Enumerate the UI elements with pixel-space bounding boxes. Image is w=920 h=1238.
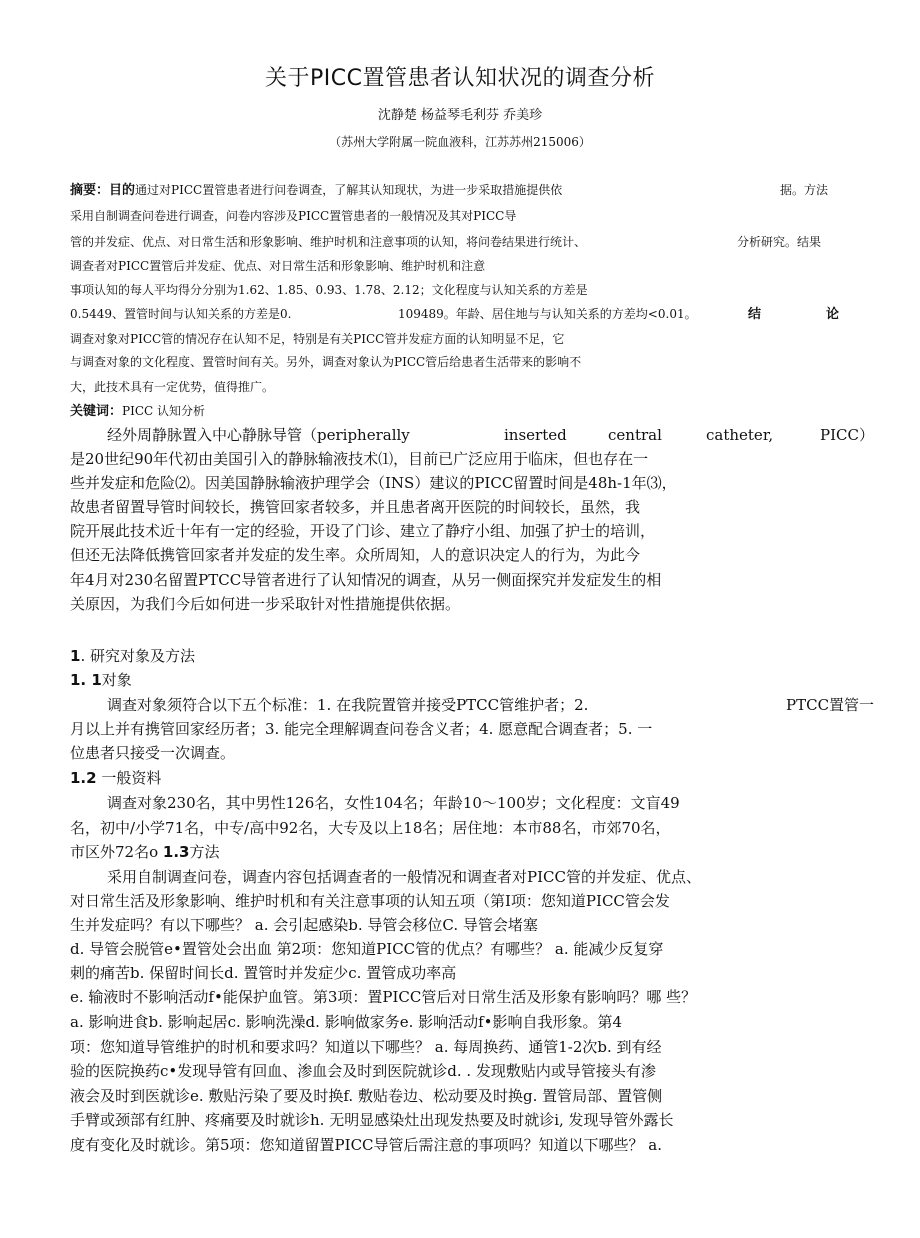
subsection-1-1 [70, 673, 132, 688]
s13-line-8: 项：您知道导管维护的时机和要求吗？知道以下哪些？ a. 每周换药、通管1-2次b. 到有经 [70, 1038, 662, 1056]
s11-line-2: 月以上并有携管回家经历者；3. 能完全理解调查问卷含义者；4. 愿意配合调查者；5. 一 [70, 720, 653, 738]
subsection-1-2 [70, 771, 161, 786]
s11-line-3: 位患者只接受一次调查。 [70, 744, 236, 762]
s12-line-1: 调查对象230名，其中男性126名，女性104名；年龄10～100岁；文化程度：文盲49 [107, 794, 680, 812]
abstract-line-1-right: 据。方法 [780, 183, 829, 197]
s12-line-3-text: 市区外72名o [70, 843, 163, 861]
abstract-line-6a: 0.5449、置管时间与认知关系的方差是0. [70, 307, 292, 321]
abstract-line-2: 采用自制调查问卷进行调查，问卷内容涉及PICC置管患者的一般情况及其对PICC导 [70, 209, 517, 223]
s13-line-4: d. 导管会脱管e•置管处会出血 第2项：您知道PICC管的优点？有哪些？ a. 能减少反复穿 [70, 940, 664, 958]
s13-line-3: 生并发症吗？有以下哪些？ a. 会引起感染b. 导管会移位C. 导管会堵塞 [70, 916, 538, 934]
intro-line-7: 年4月对230名留置PTCC导管者进行了认知情况的调查，从另一侧面探究并发症发生的相 [70, 571, 662, 589]
intro-line-4: 故患者留置导管时间较长，携管回家者较多，并且患者离开医院的时间较长，虽然，我 [70, 498, 641, 516]
subsection-1-3-number: 1.3 [162, 843, 190, 861]
keywords [70, 405, 205, 418]
intro-line-3: 些并发症和危险⑵。因美国静脉输液护理学会（INS）建议的PICC留置时间是48h-1年⑶， [70, 474, 677, 492]
intro-line-5: 院开展此技术近十年有一定的经验，开设了门诊、建立了静疗小组、加强了护士的培训， [70, 522, 656, 540]
conclusion-label-b: 论 [826, 307, 840, 322]
s12-line-3 [70, 845, 219, 860]
abstract-line-1 [70, 184, 562, 197]
s13-line-7: a. 影响进食b. 影响起居c. 影响洗澡d. 影响做家务e. 影响活动f•影响自我形象。第4 [70, 1013, 623, 1031]
section-title: . 研究对象及方法 [80, 647, 195, 665]
intro-line-1b: inserted [504, 426, 567, 444]
abstract-purpose-label: 目的 [109, 183, 136, 198]
s13-line-9: 验的医院换药c•发现导管有回血、渗血会及时到医院就诊d. . 发现敷贴内或导管接头有渗 [70, 1062, 656, 1080]
s13-line-6: e. 输液时不影响活动f•能保护血管。第3项：置PICC管后对日常生活及形象有影响吗？哪 些？ [70, 988, 697, 1006]
abstract-text: 通过对PICC置管患者进行问卷调查，了解其认知现状，为进一步采取措施提供依 [135, 183, 563, 197]
intro-line-1e: PICC） [820, 426, 874, 444]
intro-line-1c: central [608, 426, 662, 444]
s13-line-10: 液会及时到医就诊e. 敷贴污染了要及时换f. 敷贴卷边、松动要及时换g. 置管局部、置管侧 [70, 1087, 663, 1105]
s13-line-2: 对日常生活及形象影响、维护时机和有关注意事项的认知五项（第I项：您知道PICC管会发 [70, 892, 670, 910]
s13-line-12: 度有变化及时就诊。第5项：您知道留置PICC导管后需注意的事项吗？知道以下哪些？ a. [70, 1136, 662, 1154]
abstract-line-4: 调查者对PICC置管后并发症、优点、对日常生活和形象影响、维护时机和注意 [70, 259, 486, 273]
subsection-1-1-title: 对象 [101, 671, 132, 689]
abstract-line-7: 调查对象对PICC管的情况存在认知不足，特别是有关PICC管并发症方面的认知明显不足，它 [70, 332, 565, 346]
subsection-1-1-number: 1. 1 [70, 671, 102, 689]
s13-line-5: 刺的痛苦b. 保留时间长d. 置管时并发症少c. 置管成功率高 [70, 964, 457, 982]
s11-line-1-right: PTCC置管一 [786, 696, 875, 714]
abstract-line-9: 大，此技术具有一定优势，值得推广。 [70, 380, 275, 394]
section-heading [70, 649, 195, 664]
authors: 沈静楚 杨益琴毛利芬 乔美珍 [377, 108, 543, 123]
affiliation: （苏州大学附属一院血液科，江苏苏州215006） [329, 135, 591, 149]
subsection-1-2-title: 一般资料 [96, 769, 162, 787]
abstract-line-6b: 109489。年龄、居住地与与认知关系的方差均<0.01。 [398, 307, 697, 321]
keywords-label: 关键词： [70, 404, 123, 419]
s12-line-2: 名，初中/小学71名，中专/高中92名，大专及以上18名；居住地：本市88名，市郊70名， [70, 819, 671, 837]
intro-line-1d: catheter, [706, 426, 774, 444]
s11-line-1: 调查对象须符合以下五个标准：1. 在我院置管并接受PTCC管维护者；2. [107, 696, 589, 714]
abstract-line-3: 管的并发症、优点、对日常生活和形象影响、维护时机和注意事项的认知，将问卷结果进行统计、 [70, 235, 587, 249]
intro-line-1a: 经外周静脉置入中心静脉导管（peripherally [107, 426, 410, 444]
intro-line-8: 关原因，为我们今后如何进一步采取针对性措施提供依据。 [70, 595, 461, 613]
intro-line-6: 但还无法降低携管回家者并发症的发生率。众所周知，人的意识决定人的行为，为此今 [70, 546, 641, 564]
subsection-1-3-title: 方法 [189, 843, 220, 861]
section-number: 1 [70, 647, 81, 665]
keywords-text: PICC 认知分析 [122, 404, 206, 418]
intro-line-2: 是20世纪90年代初由美国引入的静脉输液技术⑴，目前已广泛应用于临床，但也存在一 [70, 450, 649, 468]
conclusion-label-a: 结 [748, 307, 762, 322]
s13-line-1: 采用自制调查问卷，调查内容包括调查者的一般情况和调查者对PICC管的并发症、优点、 [107, 868, 701, 886]
subsection-1-2-number: 1.2 [70, 769, 97, 787]
abstract-line-3-right: 分析研究。结果 [737, 235, 822, 249]
abstract-line-5: 事项认知的每人平均得分分别为1.62、1.85、0.93、1.78、2.12；文化程度与认知关系的方差是 [70, 283, 588, 297]
s13-line-11: 手臂或颈部有红肿、疼痛要及时就诊h. 无明显感染灶出现发热要及时就诊i, 发现导管外露长 [70, 1111, 674, 1129]
abstract-label: 摘要： [70, 183, 110, 198]
abstract-line-8: 与调查对象的文化程度、置管时间有关。另外，调查对象认为PICC管后给患者生活带来的影响不 [70, 355, 582, 369]
page-title: 关于PICC置管患者认知状况的调查分析 [265, 66, 655, 91]
